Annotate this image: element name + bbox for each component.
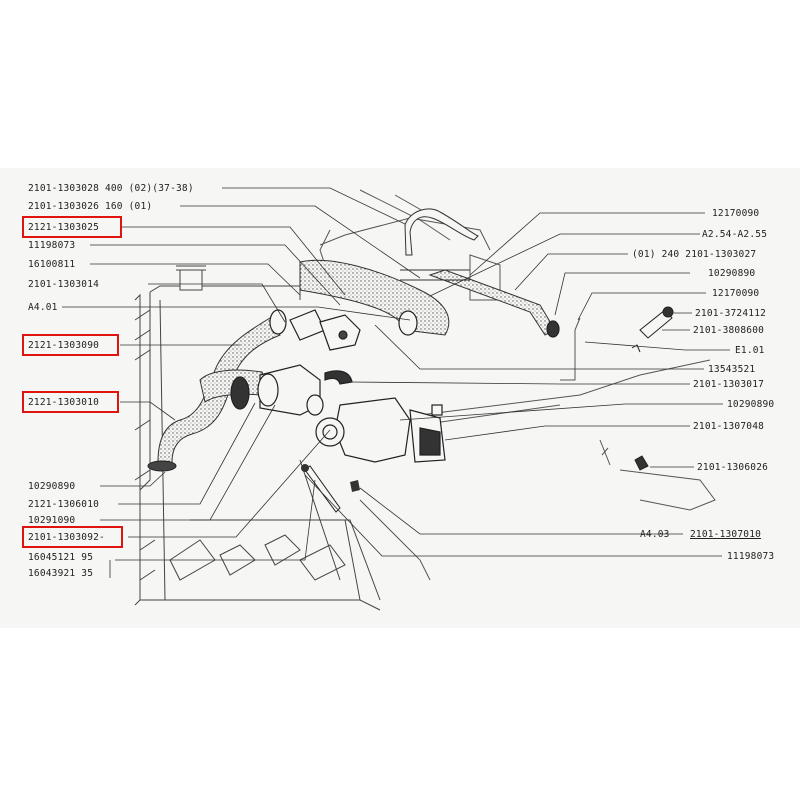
label-16043921: 16043921 35 bbox=[28, 568, 94, 579]
label-10290890-left: 10290890 bbox=[28, 481, 76, 492]
water-pump bbox=[316, 398, 445, 462]
label-12170090-top: 12170090 bbox=[712, 208, 760, 219]
label-11198073-left: 11198073 bbox=[28, 240, 76, 251]
label-2121-1306010: 2121-1306010 bbox=[28, 499, 100, 510]
label-2101-1303026: 2101-1303026 160 (01) bbox=[28, 201, 153, 212]
label-2101-1306026: 2101-1306026 bbox=[697, 462, 769, 473]
label-2101-3808600: 2101-3808600 bbox=[693, 325, 765, 336]
label-a4-01: A4.01 bbox=[28, 302, 58, 313]
label-a4-03: A4.03 bbox=[640, 529, 670, 540]
label-12170090-r2: 12170090 bbox=[712, 288, 760, 299]
label-2121-1303025: 2121-1303025 bbox=[28, 222, 100, 233]
label-2101-1307048: 2101-1307048 bbox=[693, 421, 765, 432]
temperature-sensor bbox=[640, 307, 673, 338]
label-a2-54-a2-55: A2.54-A2.55 bbox=[702, 229, 768, 240]
leader-lines bbox=[62, 188, 730, 578]
label-2101-1303028: 2101-1303028 400 (02)(37-38) bbox=[28, 183, 194, 194]
label-10290890-r2: 10290890 bbox=[727, 399, 775, 410]
label-10291090: 10291090 bbox=[28, 515, 76, 526]
label-10290890-r1: 10290890 bbox=[708, 268, 756, 279]
highlight-box-2101-1303092 bbox=[22, 526, 123, 548]
label-2101-1303017: 2101-1303017 bbox=[693, 379, 765, 390]
label-16045121: 16045121 95 bbox=[28, 552, 94, 563]
label-2121-1303010: 2121-1303010 bbox=[28, 397, 100, 408]
screw-2101-1306026 bbox=[635, 456, 648, 470]
label-2101-1303092: 2101-1303092- bbox=[28, 532, 105, 543]
bolt bbox=[305, 466, 340, 512]
heater-hose bbox=[405, 209, 478, 255]
highlight-box-2121-1303090 bbox=[22, 334, 119, 356]
label-13543521: 13543521 bbox=[708, 364, 756, 375]
label-2101-1303014: 2101-1303014 bbox=[28, 279, 100, 290]
nut bbox=[350, 480, 360, 492]
label-2121-1303090: 2121-1303090 bbox=[28, 340, 100, 351]
label-16100811: 16100811 bbox=[28, 259, 76, 270]
label-e1-01: E1.01 bbox=[735, 345, 765, 356]
highlight-box-2121-1303010 bbox=[22, 391, 119, 413]
label-2101-3724112: 2101-3724112 bbox=[695, 308, 767, 319]
label-2101-1303027: (01) 240 2101-1303027 bbox=[632, 249, 757, 260]
label-2101-1307010: 2101-1307010 bbox=[690, 529, 762, 540]
highlight-box-2121-1303025 bbox=[22, 216, 122, 238]
label-11198073-right: 11198073 bbox=[727, 551, 775, 562]
